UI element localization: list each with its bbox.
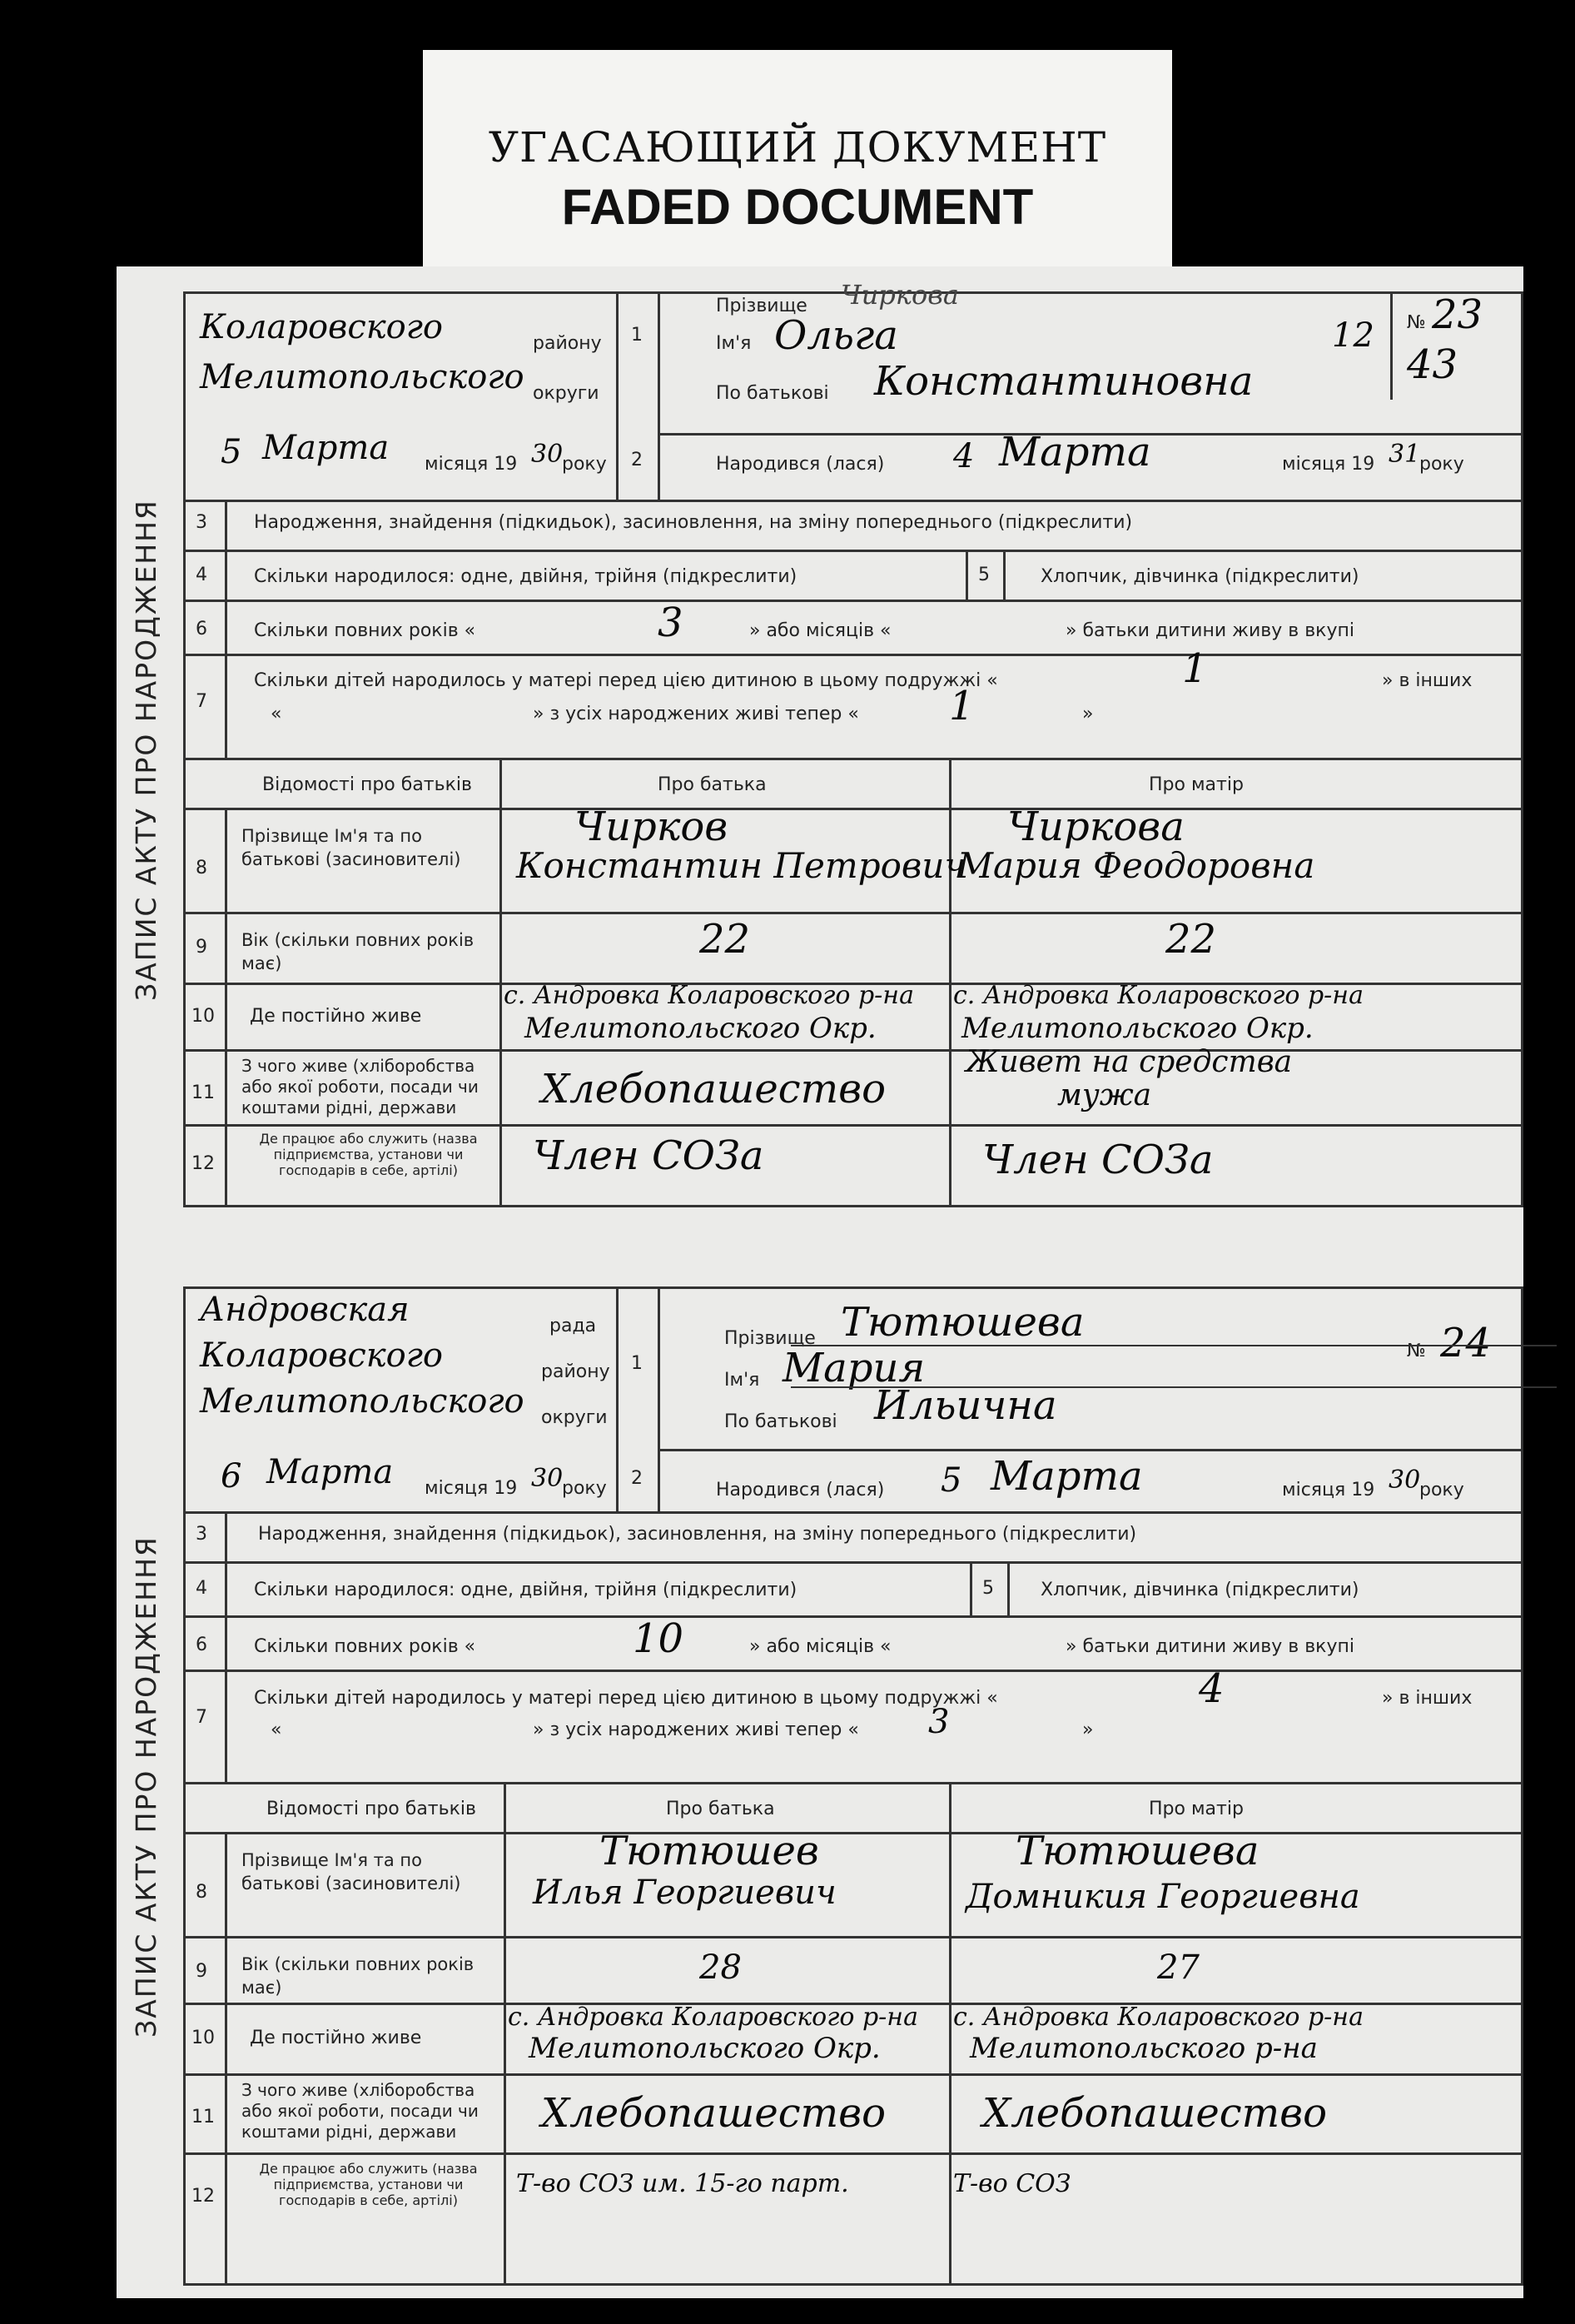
- mother-livelihood2: мужа: [1057, 1078, 1152, 1112]
- birth-month: Марта: [991, 1453, 1143, 1500]
- register-page: [117, 266, 1523, 2298]
- father-residence1: с. Андровка Коларовского р-на: [504, 981, 914, 1010]
- birth-month: Марта: [999, 429, 1151, 475]
- row10-label: Де постійно живе: [250, 2028, 422, 2048]
- mother-work: Т-во СОЗ: [953, 2169, 1071, 2198]
- father-name1: Тютюшев: [599, 1828, 819, 1874]
- mother-age: 22: [1165, 916, 1217, 963]
- mother-age: 27: [1157, 1948, 1200, 1987]
- okruh-value: Мелитопольского: [200, 1382, 524, 1421]
- row8-label: Прізвище Ім'я та по батькові (засиновителі): [241, 826, 461, 869]
- birth-year: 30: [1389, 1466, 1421, 1495]
- child-patronymic: Константиновна: [874, 358, 1254, 405]
- living-now: 1: [949, 683, 975, 729]
- father-age: 22: [699, 916, 751, 963]
- mother-livelihood1: Живет на средства: [966, 1045, 1293, 1079]
- years-together: 3: [658, 600, 683, 646]
- row10-label: Де постійно живе: [250, 1006, 422, 1027]
- parents-header: Відомості про батьків: [262, 774, 472, 795]
- father-name2: Илья Георгиевич: [533, 1874, 837, 1912]
- birth-record-2: [129, 1286, 1523, 2286]
- birth-day: 5: [941, 1461, 962, 1500]
- district-value: Коларовского: [200, 308, 443, 346]
- father-livelihood: Хлебопашество: [541, 2090, 886, 2137]
- row9-label: Вік (скільки повних років має): [241, 930, 474, 973]
- child-surname: Тютюшева: [841, 1299, 1085, 1346]
- record-grid: 1 2 Коларовского району Мелитопольского округи 5 Марта місяця 19 30 року Прізвище Чиркова Ім'я Ольга 12 По батькові Константиновна № 23 43 Народився (лася) 4 Марта місяця 19 31 року 3 Народження, знайдення (підкидьок), засиновлення, на зміну попереднього (підкреслити) 4 Скільки народилося: одне, двійня, трійня (підкреслити) 5 Хлопчик, дівчинка (підкреслити) 6 Скільки повних років « 3 » або місяців « » батьки дитини живу в вкупі 7 Скільки дітей народилось у матері перед цією дитиною в цьому подружжі « 1 » в інших « » з усіх народжених живі тепер « 1 » Відомості про батьків Про батька Про матір 8 Прізвище Ім'я та по батькові (засиновителі) Чирков Константин Петрович Чиркова Мария Феодоровна 9 Вік (скільки повних років має) 22 22 10 Де постійно живе с. Андровка Коларовского р-на Мелитопольского Окр. с. Андровка Коларовского р-на Мелитопольского Окр. 11 З чого живе (хліборобства або якої роботи, посади чи коштами рідні, держави Хлебопашество Живет на средства мужа 12 Де працює або служить (назва підприємства, установи чи господарів в себе, артілі) Член СОЗа Член СОЗа: [183, 291, 1523, 1207]
- row5-text: Хлопчик, дівчинка (підкреслити): [1041, 566, 1359, 587]
- row5-text: Хлопчик, дівчинка (підкреслити): [1041, 1580, 1359, 1600]
- row3-text: Народження, знайдення (підкидьок), засиновлення, на зміну попереднього (підкреслити): [258, 1524, 1137, 1545]
- mother-name2: Мария Феодоровна: [957, 845, 1315, 886]
- father-header: Про батька: [658, 774, 767, 795]
- father-livelihood: Хлебопашество: [541, 1066, 886, 1112]
- mother-residence2: Мелитопольского Окр.: [961, 1012, 1314, 1045]
- record-number: 23: [1432, 291, 1483, 338]
- child-name: Мария: [783, 1345, 926, 1391]
- father-name2: Константин Петрович: [516, 845, 966, 886]
- reg-month: Марта: [266, 1453, 394, 1491]
- mother-livelihood: Хлебопашество: [982, 2090, 1327, 2137]
- child-name: Ольга: [774, 312, 898, 359]
- birth-record-1: [129, 279, 1523, 1207]
- parents-header: Відомості про батьків: [266, 1799, 476, 1819]
- years-together: 10: [633, 1615, 684, 1662]
- birth-day: 4: [953, 437, 975, 475]
- record-number: 24: [1440, 1320, 1492, 1366]
- father-residence2: Мелитопольского Окр.: [529, 2032, 881, 2065]
- father-name1: Чирков: [574, 804, 728, 850]
- child-surname: Чиркова: [841, 279, 959, 311]
- vertical-title: ЗАПИС АКТУ ПРО НАРОДЖЕННЯ: [129, 498, 162, 1001]
- row8-label: Прізвище Ім'я та по батькові (засиновителі): [241, 1850, 461, 1894]
- row4-text: Скільки народилося: одне, двійня, трійня (підкреслити): [254, 566, 797, 587]
- mother-residence2: Мелитопольского р-на: [970, 2032, 1318, 2065]
- label-line-en: FADED DOCUMENT: [561, 179, 1034, 235]
- mother-name1: Чиркова: [1007, 804, 1185, 850]
- label-line-ru: УГАСАЮЩИЙ ДОКУМЕНТ: [488, 123, 1107, 172]
- row12-label: Де працює або служить (назва підприємства, установи чи господарів в себе, артілі): [259, 2161, 478, 2208]
- child-name-note: 12: [1332, 316, 1374, 355]
- children-before: 4: [1199, 1665, 1225, 1712]
- father-work: Член СОЗа: [533, 1132, 764, 1179]
- mother-residence1: с. Андровка Коларовского р-на: [953, 2003, 1364, 2032]
- father-residence1: с. Андровка Коларовского р-на: [508, 2003, 918, 2032]
- district-value: Коларовского: [200, 1336, 443, 1375]
- reg-year: 30: [531, 1464, 564, 1493]
- rada-value: Андровская: [200, 1291, 410, 1329]
- row12-label: Де працює або служить (назва підприємства, установи чи господарів в себе, артілі): [259, 1131, 478, 1178]
- children-before: 1: [1182, 645, 1208, 692]
- mother-work: Член СОЗа: [982, 1137, 1214, 1183]
- mother-header: Про матір: [1149, 774, 1244, 795]
- child-patronymic: Ильична: [874, 1382, 1057, 1429]
- okruh-value: Мелитопольского: [200, 358, 524, 396]
- record-grid: 1 2 Андровская рада Коларовского району Мелитопольского округи 6 Марта місяця 19 30 року Прізвище Тютюшева Ім'я Мария По батькові Ильична № 24 Народився (лася) 5 Марта місяця 19 30 року 3 Народження, знайдення (підкидьок), засиновлення, на зміну попереднього (підкреслити) 4 Скільки народилося: одне, двійня, трійня (підкреслити) 5 Хлопчик, дівчинка (підкреслити) 6 Скільки повних років « 10 » або місяців « » батьки дитини живу в вкупі 7 Скільки дітей народилось у матері перед цією дитиною в цьому подружжі « 4 » в інших « » з усіх народжених живі тепер « 3 » Відомості про батьків Про батька Про матір 8 Прізвище Ім'я та по батькові (засиновителі) Тютюшев Илья Георгиевич Тютюшева Домникия Георгиевна 9 Вік (скільки повних років має) 28 27 10 Де постійно живе с. Андровка Коларовского р-на Мелитопольского Окр. с. Андровка Коларовского р-на Мелитопольского р-на 11 З чого живе (хліборобства або якої роботи, посади чи коштами рідні, держави Хлебопашество Хлебопашество 12 Де працює або служить (назва підприємства, установи чи господарів в себе, артілі) Т-во СОЗ им. 15-го парт. Т-во СОЗ: [183, 1286, 1523, 2286]
- father-residence2: Мелитопольского Окр.: [524, 1012, 877, 1045]
- faded-document-label: [423, 50, 1172, 275]
- record-number-alt: 43: [1407, 341, 1458, 388]
- row11-label: З чого живе (хліборобства або якої роботи, посади чи коштами рідні, держави: [241, 1056, 479, 1117]
- reg-day: 6: [221, 1457, 242, 1495]
- birth-year: 31: [1389, 440, 1421, 469]
- reg-month: Марта: [262, 429, 390, 467]
- reg-day: 5: [221, 433, 242, 471]
- mother-name1: Тютюшева: [1016, 1828, 1260, 1874]
- father-age: 28: [699, 1948, 742, 1987]
- row4-text: Скільки народилося: одне, двійня, трійня (підкреслити): [254, 1580, 797, 1600]
- mother-residence1: с. Андровка Коларовского р-на: [953, 981, 1364, 1010]
- mother-header: Про матір: [1149, 1799, 1244, 1819]
- vertical-title: ЗАПИС АКТУ ПРО НАРОДЖЕННЯ: [129, 1535, 162, 2038]
- reg-year: 30: [531, 440, 564, 469]
- row9-label: Вік (скільки повних років має): [241, 1954, 474, 1998]
- row11-label: З чого живе (хліборобства або якої роботи, посади чи коштами рідні, держави: [241, 2080, 479, 2142]
- father-work: Т-во СОЗ им. 15-го парт.: [516, 2169, 849, 2198]
- mother-name2: Домникия Георгиевна: [966, 1878, 1360, 1916]
- father-header: Про батька: [666, 1799, 775, 1819]
- living-now: 3: [928, 1703, 950, 1741]
- row3-text: Народження, знайдення (підкидьок), засиновлення, на зміну попереднього (підкреслити): [254, 512, 1133, 533]
